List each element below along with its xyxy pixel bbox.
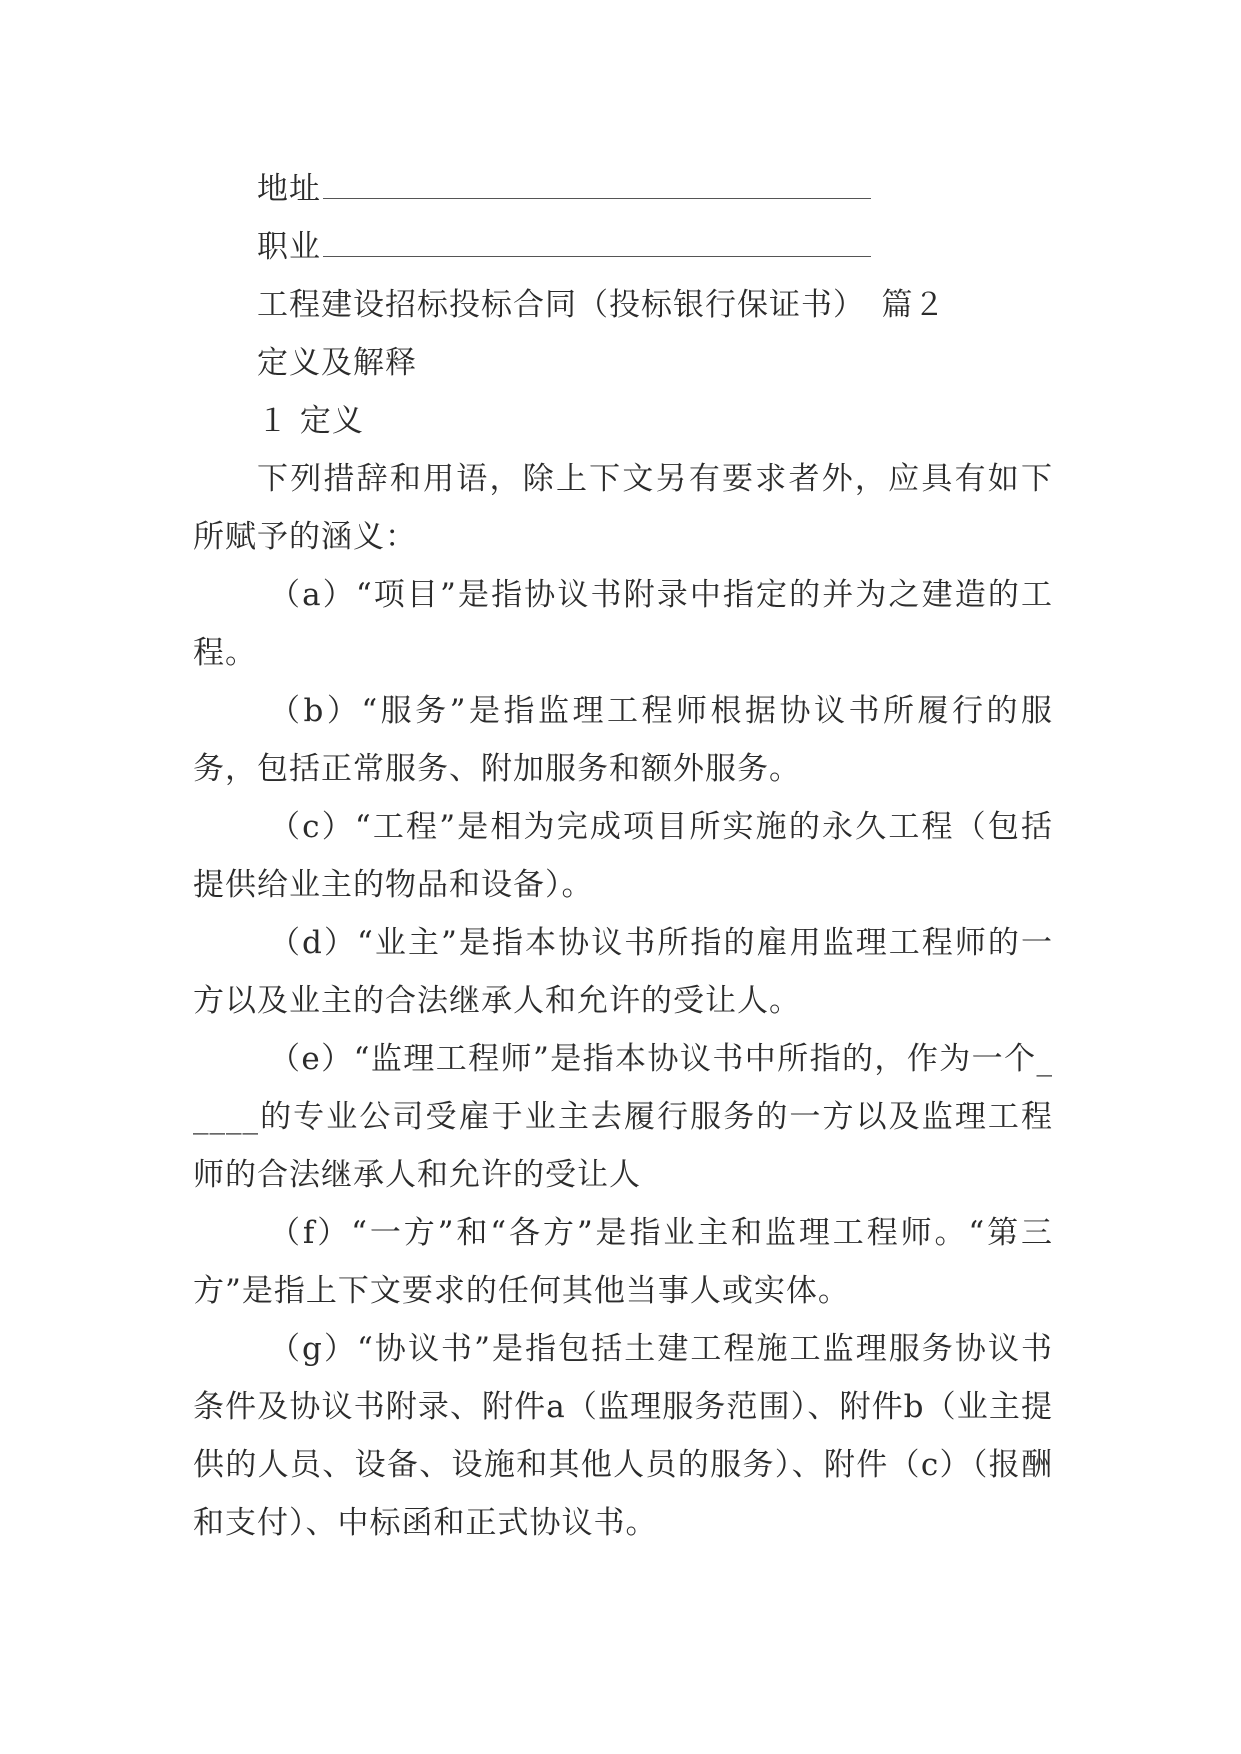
definition-d: （d）“业主”是指本协议书所指的雇用监理工程师的一方以及业主的合法继承人和允许的受让人。 — [193, 925, 1053, 1019]
address-label: 地址 — [257, 171, 321, 207]
document-body — [193, 160, 1053, 1552]
subsection-title: １ 定义 — [257, 403, 364, 439]
definition-e: （e）“监理工程师”是指本协议书中所指的，作为一个_____的专业公司受雇于业主去履行服务的一方以及监理工程师的合法继承人和允许的受让人 — [193, 1041, 1053, 1193]
occupation-blank — [323, 220, 871, 257]
definition-b: （b）“服务”是指监理工程师根据协议书所履行的服务，包括正常服务、附加服务和额外服务。 — [193, 693, 1053, 787]
definition-c: （c）“工程”是相为完成项目所实施的永久工程（包括提供给业主的物品和设备）。 — [193, 809, 1053, 903]
occupation-label: 职业 — [257, 229, 321, 265]
intro-paragraph: 下列措辞和用语，除上下文另有要求者外，应具有如下所赋予的涵义： — [193, 461, 1053, 555]
address-line — [193, 160, 1053, 218]
document-heading: 工程建设招标投标合同（投标银行保证书） 篇２ — [257, 287, 946, 323]
definition-g: （g）“协议书”是指包括土建工程施工监理服务协议书条件及协议书附录、附件a（监理服务范围）、附件b（业主提供的人员、设备、设施和其他人员的服务）、附件（c）（报酬和支付）、中标函和正式协议书。 — [193, 1331, 1053, 1541]
occupation-line — [193, 218, 1053, 276]
section-title: 定义及解释 — [257, 345, 417, 381]
definition-a: （a）“项目”是指协议书附录中指定的并为之建造的工程。 — [193, 577, 1053, 671]
address-blank — [323, 162, 871, 199]
definition-f: （f）“一方”和“各方”是指业主和监理工程师。“第三方”是指上下文要求的任何其他当事人或实体。 — [193, 1215, 1053, 1309]
